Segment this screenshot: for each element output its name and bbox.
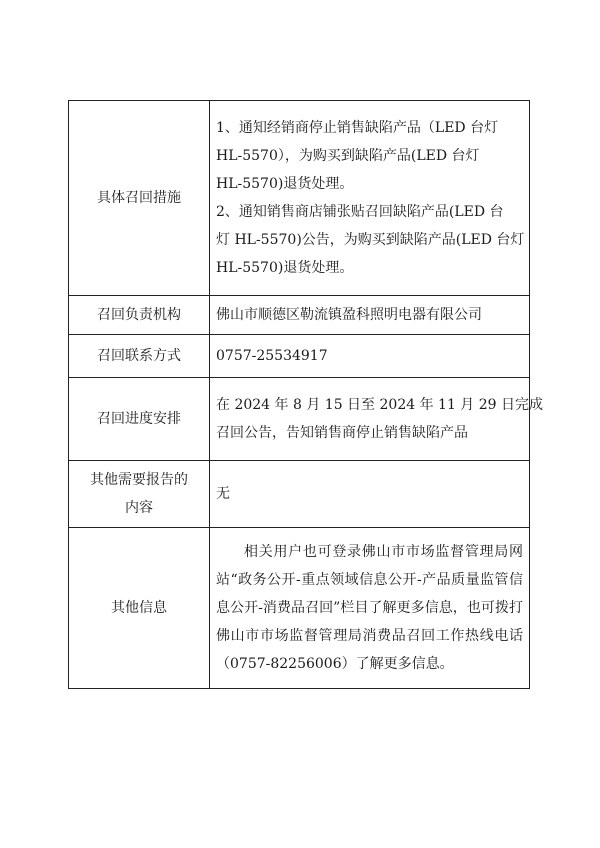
table-row-recall-contact bbox=[69, 335, 530, 378]
other-report-label-line: 内容 bbox=[125, 500, 153, 516]
recall-measures-line: HL-5570），为购买到缺陷产品(LED 台灯 bbox=[216, 148, 480, 164]
recall-contact-label: 召回联系方式 bbox=[69, 335, 210, 378]
other-info-label: 其他信息 bbox=[69, 528, 210, 689]
table-row-other-info bbox=[69, 528, 530, 689]
recall-contact-value: 0757-25534917 bbox=[210, 335, 530, 378]
recall-schedule-label: 召回进度安排 bbox=[69, 378, 210, 461]
other-report-label bbox=[69, 461, 210, 528]
table-row-recall-measures bbox=[69, 101, 530, 296]
recall-measures-line: HL-5570)退货处理。 bbox=[216, 176, 354, 192]
other-info-text: 相关用户也可登录佛山市市场监督管理局网站“政务公开-重点领域信息公开-产品质量监管信息公开-消费品召回”栏目了解更多信息，也可拨打佛山市市场监督管理局消费品召回工作热线电话（0757-82256006）了解更多信息。 bbox=[216, 544, 523, 672]
recall-measures-label: 具体召回措施 bbox=[69, 101, 210, 296]
other-report-label-line: 其他需要报告的 bbox=[90, 472, 188, 488]
other-report-value: 无 bbox=[210, 461, 530, 528]
recall-measures-line: 2、通知销售商店铺张贴召回缺陷产品(LED 台 bbox=[216, 204, 504, 220]
recall-schedule-line: 召回公告，告知销售商停止销售缺陷产品 bbox=[216, 425, 468, 441]
recall-organization-label: 召回负责机构 bbox=[69, 296, 210, 335]
recall-measures-line: 1、通知经销商停止销售缺陷产品（LED 台灯 bbox=[216, 120, 499, 136]
recall-measures-line: HL-5570)退货处理。 bbox=[216, 260, 354, 276]
table-row-other-report bbox=[69, 461, 530, 528]
table-row-recall-organization bbox=[69, 296, 530, 335]
recall-schedule-value bbox=[210, 378, 544, 461]
recall-info-table bbox=[68, 100, 544, 689]
recall-schedule-line: 在 2024 年 8 月 15 日至 2024 年 11 月 29 日完成 bbox=[216, 397, 544, 413]
recall-measures-line: 灯 HL-5570)公告，为购买到缺陷产品(LED 台灯 bbox=[216, 232, 525, 248]
recall-measures-value bbox=[210, 101, 530, 296]
other-info-value bbox=[210, 528, 530, 689]
table-row-recall-schedule bbox=[69, 378, 530, 461]
recall-organization-value: 佛山市顺德区勒流镇盈科照明电器有限公司 bbox=[210, 296, 530, 335]
